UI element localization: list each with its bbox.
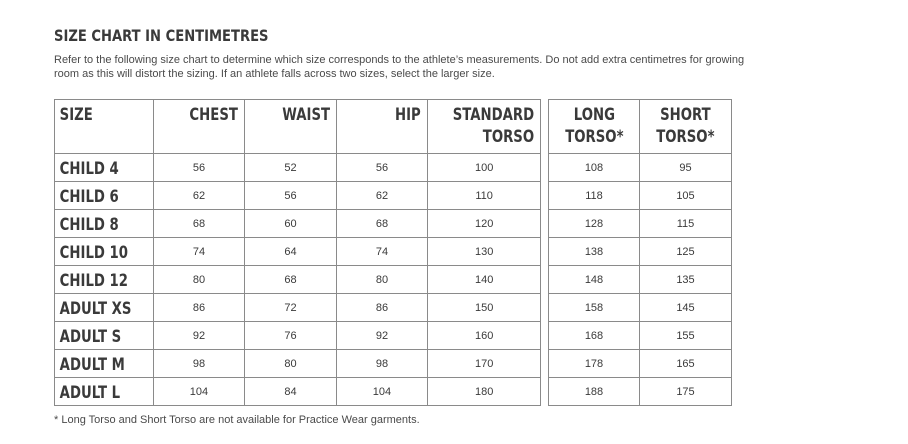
table-row	[55, 238, 541, 266]
standard-torso-cell: 170	[427, 350, 540, 378]
waist-cell: 60	[244, 210, 336, 238]
short-torso-cell: 155	[640, 322, 732, 350]
size-label: CHILD 10	[55, 238, 154, 266]
short-torso-cell: 115	[640, 210, 732, 238]
table-row	[549, 182, 732, 210]
table-row	[549, 210, 732, 238]
chest-cell: 104	[153, 378, 244, 406]
torso-table-header-row	[549, 100, 732, 154]
chest-cell: 92	[153, 322, 244, 350]
long-torso-cell: 188	[549, 378, 640, 406]
table-row	[549, 322, 732, 350]
short-torso-cell: 125	[640, 238, 732, 266]
short-torso-cell: 145	[640, 294, 732, 322]
header-chest: CHEST	[153, 100, 244, 154]
torso-table	[548, 99, 732, 406]
hip-cell: 86	[336, 294, 427, 322]
header-short-torso: SHORT TORSO*	[640, 100, 732, 154]
intro-text	[54, 53, 874, 81]
size-label: CHILD 12	[55, 266, 154, 294]
long-torso-cell: 158	[549, 294, 640, 322]
table-row	[55, 322, 541, 350]
size-label: ADULT L	[55, 378, 154, 406]
waist-cell: 64	[244, 238, 336, 266]
table-row	[55, 266, 541, 294]
intro-line-1: Refer to the following size chart to determine which size corresponds to the athlete’s measurements. Do not add extra centimetres for growing	[54, 54, 745, 66]
waist-cell: 80	[244, 350, 336, 378]
table-row	[549, 378, 732, 406]
waist-cell: 84	[244, 378, 336, 406]
header-long-torso: LONG TORSO*	[549, 100, 640, 154]
waist-cell: 68	[244, 266, 336, 294]
table-row	[55, 182, 541, 210]
hip-cell: 80	[336, 266, 427, 294]
waist-cell: 56	[244, 182, 336, 210]
header-hip: HIP	[336, 100, 427, 154]
size-label: CHILD 6	[55, 182, 154, 210]
header-size: SIZE	[55, 100, 154, 154]
chest-cell: 98	[153, 350, 244, 378]
table-row	[549, 350, 732, 378]
table-row	[55, 154, 541, 182]
long-torso-cell: 128	[549, 210, 640, 238]
size-label: CHILD 8	[55, 210, 154, 238]
hip-cell: 56	[336, 154, 427, 182]
chest-cell: 74	[153, 238, 244, 266]
size-table-header-row	[55, 100, 541, 154]
standard-torso-cell: 180	[427, 378, 540, 406]
long-torso-cell: 118	[549, 182, 640, 210]
chest-cell: 80	[153, 266, 244, 294]
standard-torso-cell: 110	[427, 182, 540, 210]
table-row	[55, 378, 541, 406]
table-row	[55, 210, 541, 238]
long-torso-cell: 108	[549, 154, 640, 182]
table-row	[55, 350, 541, 378]
standard-torso-cell: 130	[427, 238, 540, 266]
page-title: SIZE CHART IN CENTIMETRES	[54, 26, 269, 45]
standard-torso-cell: 140	[427, 266, 540, 294]
intro-line-2: room as this will distort the sizing. If an athlete falls across two sizes, select the larger size.	[54, 68, 495, 80]
hip-cell: 62	[336, 182, 427, 210]
table-row	[55, 294, 541, 322]
chest-cell: 62	[153, 182, 244, 210]
waist-cell: 52	[244, 154, 336, 182]
short-torso-cell: 165	[640, 350, 732, 378]
hip-cell: 98	[336, 350, 427, 378]
footnote: * Long Torso and Short Torso are not available for Practice Wear garments.	[54, 414, 420, 426]
table-row	[549, 294, 732, 322]
size-label: ADULT S	[55, 322, 154, 350]
hip-cell: 68	[336, 210, 427, 238]
waist-cell: 72	[244, 294, 336, 322]
hip-cell: 104	[336, 378, 427, 406]
header-waist: WAIST	[244, 100, 336, 154]
size-label: CHILD 4	[55, 154, 154, 182]
table-row	[549, 238, 732, 266]
long-torso-cell: 148	[549, 266, 640, 294]
chest-cell: 56	[153, 154, 244, 182]
short-torso-cell: 105	[640, 182, 732, 210]
short-torso-cell: 135	[640, 266, 732, 294]
size-label: ADULT XS	[55, 294, 154, 322]
standard-torso-cell: 100	[427, 154, 540, 182]
chest-cell: 86	[153, 294, 244, 322]
standard-torso-cell: 160	[427, 322, 540, 350]
short-torso-cell: 95	[640, 154, 732, 182]
long-torso-cell: 138	[549, 238, 640, 266]
long-torso-cell: 168	[549, 322, 640, 350]
size-table	[54, 99, 541, 406]
standard-torso-cell: 120	[427, 210, 540, 238]
short-torso-cell: 175	[640, 378, 732, 406]
size-label: ADULT M	[55, 350, 154, 378]
standard-torso-cell: 150	[427, 294, 540, 322]
long-torso-cell: 178	[549, 350, 640, 378]
chest-cell: 68	[153, 210, 244, 238]
hip-cell: 74	[336, 238, 427, 266]
table-row	[549, 266, 732, 294]
hip-cell: 92	[336, 322, 427, 350]
header-standard-torso: STANDARD TORSO	[427, 100, 540, 154]
table-row	[549, 154, 732, 182]
waist-cell: 76	[244, 322, 336, 350]
